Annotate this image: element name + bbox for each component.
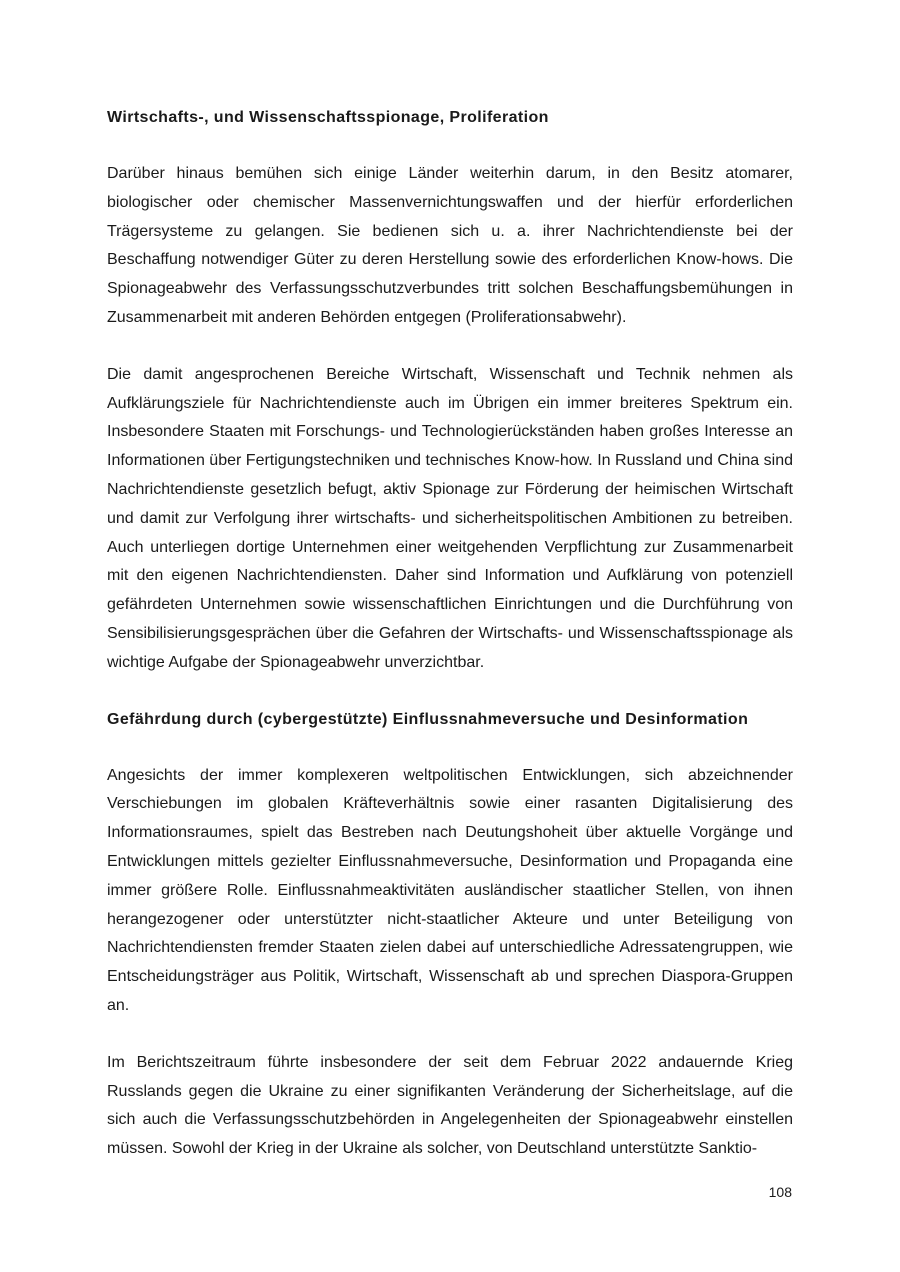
paragraph-ukraine-war: Im Berichtszeitraum führte insbesondere der seit dem Februar 2022 andauernde Krieg Russlands gegen die Ukraine zu einer signifikanten Veränderung der Sicherheitslage, auf die sich auch die Verfassungsschutzbehörden in Angelegenheiten der Spionageabwehr einstellen müssen. Sowohl der Krieg in der Ukraine als solcher, von Deutschland unterstützte Sanktio-: [107, 1053, 793, 1158]
spacer: [107, 333, 793, 361]
section-heading-espionage: Wirtschafts-, und Wissenschaftsspionage, Proliferation: [107, 109, 549, 126]
spacer: [107, 132, 793, 160]
spacer: [107, 678, 793, 706]
page-number: 108: [768, 1184, 792, 1200]
spacer: [107, 1021, 793, 1049]
section-heading-disinformation: Gefährdung durch (cybergestützte) Einflussnahmeversuche und Desinformation: [107, 710, 749, 728]
paragraph-influence-attempts: Angesichts der immer komplexeren weltpolitischen Entwicklungen, sich abzeichnender Verschiebungen im globalen Kräfteverhältnis sowie einer rasanten Digitalisierung des Informationsraumes, spielt das Bestreben nach Deutungshoheit über aktuelle Vorgänge und Entwicklungen mittels gezielter Einflussnahmeversuche, Desinformation und Propaganda eine immer größere Rolle. Einflussnahmeaktivitäten ausländischer staatlicher Stellen, von ihnen herangezogener oder unterstützter nicht-staatlicher Akteure und unter Beteiligung von Nachrichtendiensten fremder Staaten zielen dabei auf unterschiedliche Adressatengruppen, wie Entscheidungsträger aus Politik, Wirtschaft, Wissenschaft ab und sprechen Diaspora-Gruppen an.: [107, 766, 793, 1014]
paragraph-proliferation: Darüber hinaus bemühen sich einige Länder weiterhin darum, in den Besitz atomarer, biologischer oder chemischer Massenvernichtungswaffen und der hierfür erforderlichen Trägersysteme zu gelangen. Sie bedienen sich u. a. ihrer Nachrichtendienste bei der Beschaffung notwendiger Güter zu deren Herstellung sowie des erforderlichen Know-hows. Die Spionageabwehr des Verfassungsschutzverbundes tritt solchen Beschaffungsbemühungen in Zusammenarbeit mit anderen Behörden entgegen (Proliferationsabwehr).: [107, 165, 793, 326]
spacer: [107, 734, 793, 762]
text-column: [107, 104, 793, 1164]
paragraph-economy-science: Die damit angesprochenen Bereiche Wirtschaft, Wissenschaft und Technik nehmen als Aufklärungsziele für Nachrichtendienste auch im Übrigen ein immer breiteres Spektrum ein. Insbesondere Staaten mit Forschungs- und Technologierückständen haben großes Interesse an Informationen über Fertigungstechniken und technisches Know-how. In Russland und China sind Nachrichtendienste gesetzlich befugt, aktiv Spionage zur Förderung der heimischen Wirtschaft und damit zur Verfolgung ihrer wirtschafts- und sicherheitspolitischen Ambitionen zu betreiben. Auch unterliegen dortige Unternehmen einer weitgehenden Verpflichtung zur Zusammenarbeit mit den eigenen Nachrichtendiensten. Daher sind Information und Aufklärung von potenziell gefährdeten Unternehmen sowie wissenschaftlichen Einrichtungen und die Durchführung von Sensibilisierungsgesprächen über die Gefahren der Wirtschafts- und Wissenschaftsspionage als wichtige Aufgabe der Spionageabwehr unverzichtbar.: [107, 365, 793, 671]
